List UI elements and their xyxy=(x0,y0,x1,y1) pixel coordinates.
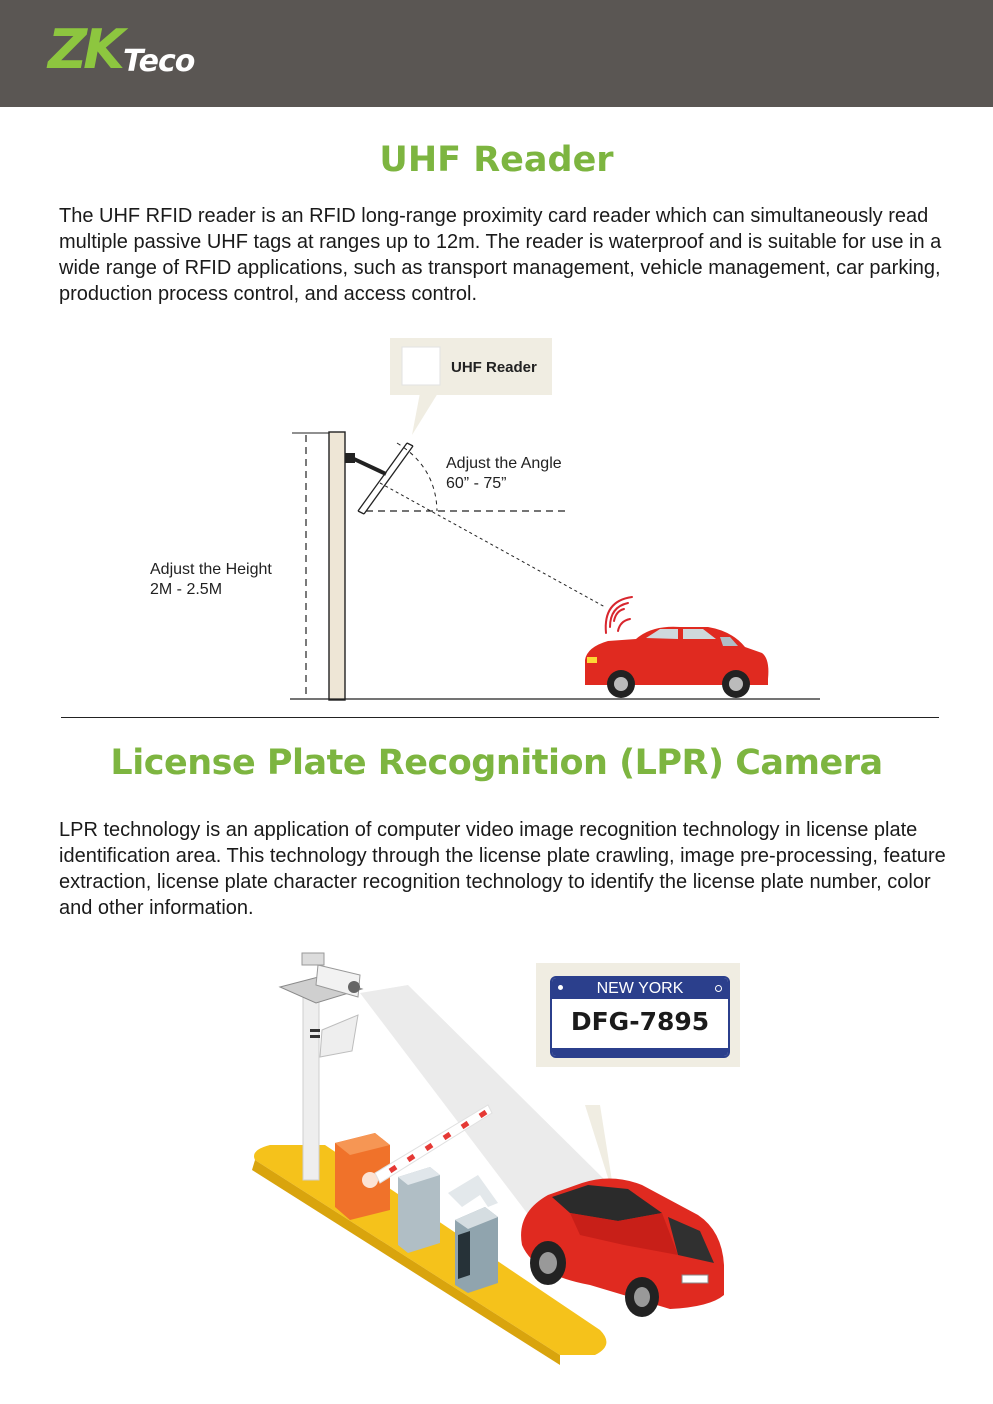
plate-bottom-bar xyxy=(552,1048,728,1056)
plate-bolt-left xyxy=(558,985,563,990)
lpr-section-title: License Plate Recognition (LPR) Camera xyxy=(110,743,883,783)
uhf-installation-diagram xyxy=(140,335,840,707)
callout-label: UHF Reader xyxy=(451,359,537,376)
zkteco-logo xyxy=(48,18,195,81)
uhf-reader-panel xyxy=(358,443,413,514)
plate-header-bar xyxy=(552,978,728,999)
logo-zk: ZK xyxy=(48,18,121,81)
uhf-description: The UHF RFID reader is an RFID long-range proximity card reader which can simultaneously read multiple passive UHF tags at ranges up to 12m. The reader is waterproof and is suitable for use in a wide range of RFID applications, such as transport management, vehicle management, car parking, production process control, and access control. xyxy=(59,205,942,305)
read-range-line xyxy=(380,483,605,607)
height-range: 2M - 2.5M xyxy=(150,581,223,598)
section-divider xyxy=(61,717,939,718)
signal-waves-icon xyxy=(606,597,632,633)
uhf-reader-callout xyxy=(390,338,552,435)
car-front-view xyxy=(521,1178,724,1317)
license-plate xyxy=(550,976,730,1058)
angle-label: Adjust the Angle xyxy=(446,455,562,472)
mounting-pole xyxy=(329,432,345,700)
lpr-description: LPR technology is an application of computer video image recognition technology in license plate identification area. This technology through the license plate crawling, image pre-processing, feature extraction, license plate character recognition technology to identify the license plate number, color and other information. xyxy=(59,819,946,919)
direction-arrow xyxy=(448,1175,498,1207)
plate-number: DFG-7895 xyxy=(570,1007,710,1036)
lpr-camera-icon xyxy=(280,953,362,1003)
angle-range: 60” - 75” xyxy=(446,475,507,492)
uhf-section-title: UHF Reader xyxy=(379,140,614,180)
plate-bolt-right xyxy=(715,985,722,992)
ticket-kiosk xyxy=(398,1167,440,1253)
payment-kiosk xyxy=(455,1207,498,1293)
logo-teco: Teco xyxy=(123,44,195,79)
height-label: Adjust the Height xyxy=(150,561,272,578)
license-plate-callout xyxy=(536,963,740,1067)
page-header xyxy=(0,0,993,107)
car-side-view xyxy=(585,627,768,698)
plate-state: NEW YORK xyxy=(596,980,684,997)
camera-pole xyxy=(303,995,319,1180)
